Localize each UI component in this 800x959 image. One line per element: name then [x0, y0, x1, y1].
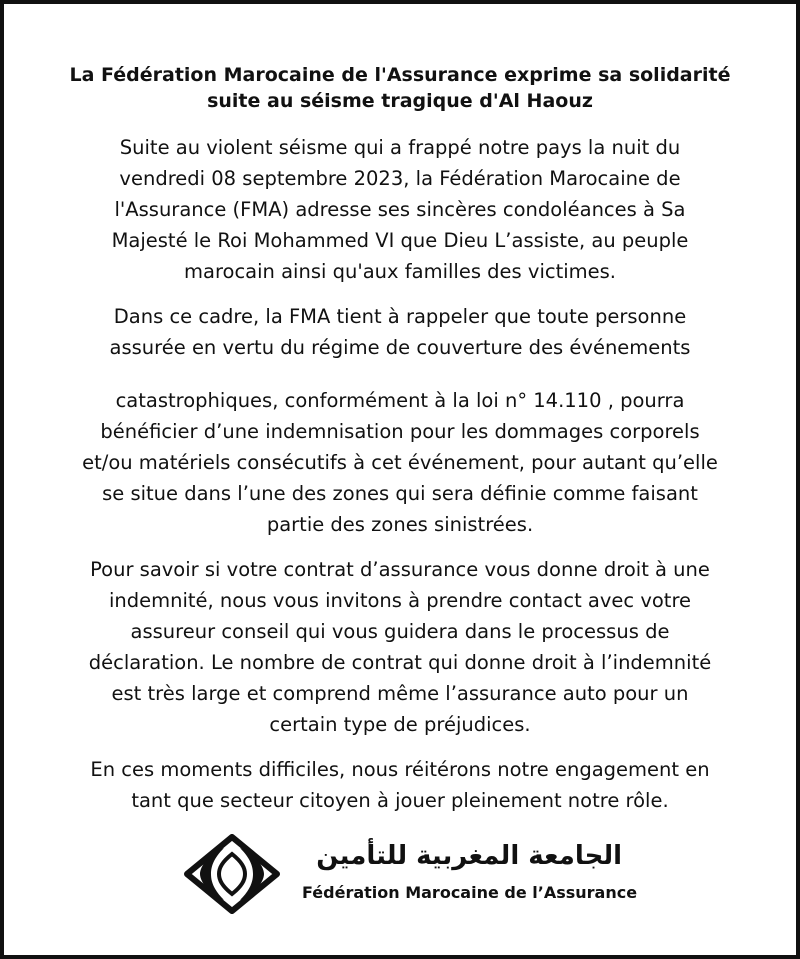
fma-logo — [184, 834, 644, 914]
paragraph-compensation: catastrophiques, conformément à la loi n° 14.110 , pourra bénéficier d’une indemnisation pour les dommages corporels et/ou matériels consécutifs à cet événement, pour autant qu’elle se situe dans l’une des zones qui sera définie comme faisant partie des zones sinistrées. — [82, 389, 718, 536]
announcement-title: La Fédération Marocaine de l'Assurance exprime sa solidarité suite au séisme tragique d'Al Haouz — [69, 64, 731, 112]
paragraph-coverage-intro: Dans ce cadre, la FMA tient à rappeler que toute personne assurée en vertu du régime de couverture des événements — [109, 305, 691, 359]
announcement-body — [44, 62, 756, 830]
paragraph-condolences: Suite au violent séisme qui a frappé notre pays la nuit du vendredi 08 septembre 2023, la Fédération Marocaine de l'Assurance (FMA) adresse ses sincères condoléances à Sa Majesté le Roi Mohammed VI que Dieu L’assiste, au peuple marocain ainsi qu'aux familles des victimes. — [111, 136, 689, 283]
paragraph-contact-insurer: Pour savoir si votre contrat d’assurance vous donne droit à une indemnité, nous vous invitons à prendre contact avec votre assureur conseil qui vous guidera dans le processus de déclaration. Le nombre de contrat qui donne droit à l’indemnité est très large et comprend même l’assurance auto pour un certain type de préjudices. — [88, 558, 712, 736]
paragraph-commitment: En ces moments difficiles, nous réitérons notre engagement en tant que secteur citoyen à jouer pleinement notre rôle. — [90, 758, 710, 812]
logo-latin-name: Fédération Marocaine de l’Assurance — [302, 883, 638, 902]
fma-logo-icon — [184, 834, 280, 914]
logo-arabic-name: الجامعة المغربية للتأمين — [316, 841, 622, 871]
